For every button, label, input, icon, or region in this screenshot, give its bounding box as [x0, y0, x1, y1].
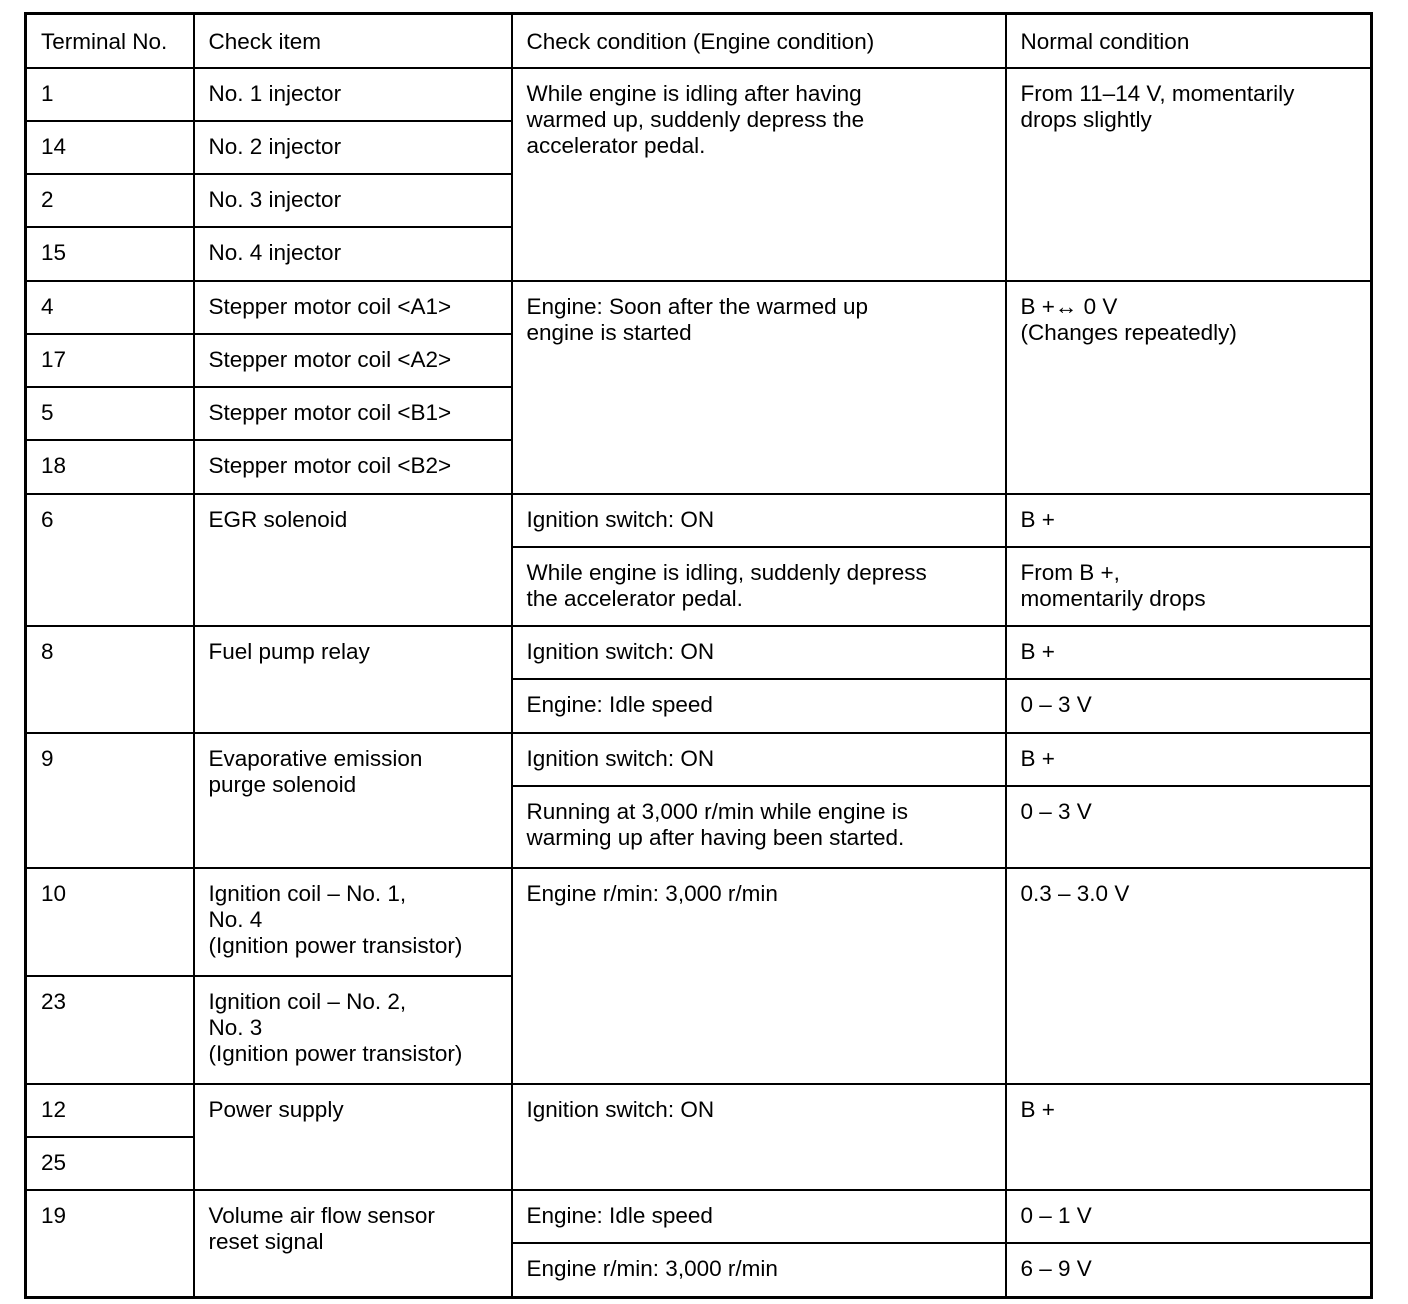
normal-condition-cell: 6 – 9 V — [1006, 1243, 1372, 1298]
terminal-cell: 9 — [26, 733, 194, 868]
terminal-cell: 12 — [26, 1084, 194, 1137]
normal-condition-cell: B + — [1006, 626, 1372, 679]
check-condition-cell: Engine: Idle speed — [512, 679, 1006, 733]
header-normal-condition: Normal condition — [1006, 14, 1372, 68]
table-row — [26, 1084, 1372, 1137]
check-item-cell: Evaporative emission purge solenoid — [194, 733, 512, 868]
table-row — [26, 494, 1372, 547]
check-item-cell: Volume air flow sensor reset signal — [194, 1190, 512, 1298]
check-item-cell: Ignition coil – No. 2, No. 3 (Ignition power transistor) — [194, 976, 512, 1084]
check-item-cell: No. 3 injector — [194, 174, 512, 227]
check-condition-cell: Engine r/min: 3,000 r/min — [512, 868, 1006, 1084]
check-item-cell: Stepper motor coil <A2> — [194, 334, 512, 387]
check-condition-cell: While engine is idling, suddenly depress the accelerator pedal. — [512, 547, 1006, 626]
normal-condition-cell: 0.3 – 3.0 V — [1006, 868, 1372, 1084]
check-condition-cell: Engine: Idle speed — [512, 1190, 1006, 1243]
table-row — [26, 868, 1372, 976]
terminal-cell: 5 — [26, 387, 194, 440]
check-item-cell: No. 1 injector — [194, 68, 512, 121]
check-item-cell: Stepper motor coil <B2> — [194, 440, 512, 494]
table-row — [26, 1190, 1372, 1243]
check-condition-cell: Engine r/min: 3,000 r/min — [512, 1243, 1006, 1298]
terminal-cell: 8 — [26, 626, 194, 733]
check-item-cell: Stepper motor coil <B1> — [194, 387, 512, 440]
table-row — [26, 281, 1372, 334]
terminal-cell: 25 — [26, 1137, 194, 1190]
header-terminal-no: Terminal No. — [26, 14, 194, 68]
normal-condition-cell: 0 – 3 V — [1006, 786, 1372, 868]
terminal-cell: 15 — [26, 227, 194, 281]
terminal-cell: 6 — [26, 494, 194, 626]
terminal-check-table — [24, 12, 1373, 1299]
normal-condition-cell: From 11–14 V, momentarily drops slightly — [1006, 68, 1372, 281]
normal-condition-cell: 0 – 3 V — [1006, 679, 1372, 733]
table-row — [26, 626, 1372, 679]
header-check-item: Check item — [194, 14, 512, 68]
table-header-row — [26, 14, 1372, 68]
terminal-cell: 10 — [26, 868, 194, 976]
check-condition-cell: Ignition switch: ON — [512, 1084, 1006, 1190]
terminal-cell: 14 — [26, 121, 194, 174]
check-item-cell: Power supply — [194, 1084, 512, 1190]
header-check-condition: Check condition (Engine condition) — [512, 14, 1006, 68]
check-condition-cell: Ignition switch: ON — [512, 626, 1006, 679]
terminal-cell: 1 — [26, 68, 194, 121]
terminal-cell: 17 — [26, 334, 194, 387]
check-item-cell: Stepper motor coil <A1> — [194, 281, 512, 334]
check-condition-cell: Ignition switch: ON — [512, 494, 1006, 547]
check-condition-cell: Engine: Soon after the warmed up engine is started — [512, 281, 1006, 494]
terminal-cell: 18 — [26, 440, 194, 494]
terminal-cell: 23 — [26, 976, 194, 1084]
check-item-cell: No. 4 injector — [194, 227, 512, 281]
normal-condition-cell: B + — [1006, 1084, 1372, 1190]
table-row — [26, 68, 1372, 121]
normal-condition-cell: B + — [1006, 494, 1372, 547]
check-condition-cell: Running at 3,000 r/min while engine is warming up after having been started. — [512, 786, 1006, 868]
normal-condition-cell: 0 – 1 V — [1006, 1190, 1372, 1243]
check-condition-cell: Ignition switch: ON — [512, 733, 1006, 786]
check-item-cell: No. 2 injector — [194, 121, 512, 174]
terminal-cell: 4 — [26, 281, 194, 334]
terminal-cell: 2 — [26, 174, 194, 227]
check-condition-cell: While engine is idling after having warmed up, suddenly depress the accelerator pedal. — [512, 68, 1006, 281]
check-item-cell: EGR solenoid — [194, 494, 512, 626]
normal-condition-cell: B +↔ 0 V (Changes repeatedly) — [1006, 281, 1372, 494]
check-item-cell: Fuel pump relay — [194, 626, 512, 733]
check-item-cell: Ignition coil – No. 1, No. 4 (Ignition power transistor) — [194, 868, 512, 976]
table-row — [26, 733, 1372, 786]
normal-condition-cell: B + — [1006, 733, 1372, 786]
terminal-cell: 19 — [26, 1190, 194, 1298]
normal-condition-cell: From B +, momentarily drops — [1006, 547, 1372, 626]
